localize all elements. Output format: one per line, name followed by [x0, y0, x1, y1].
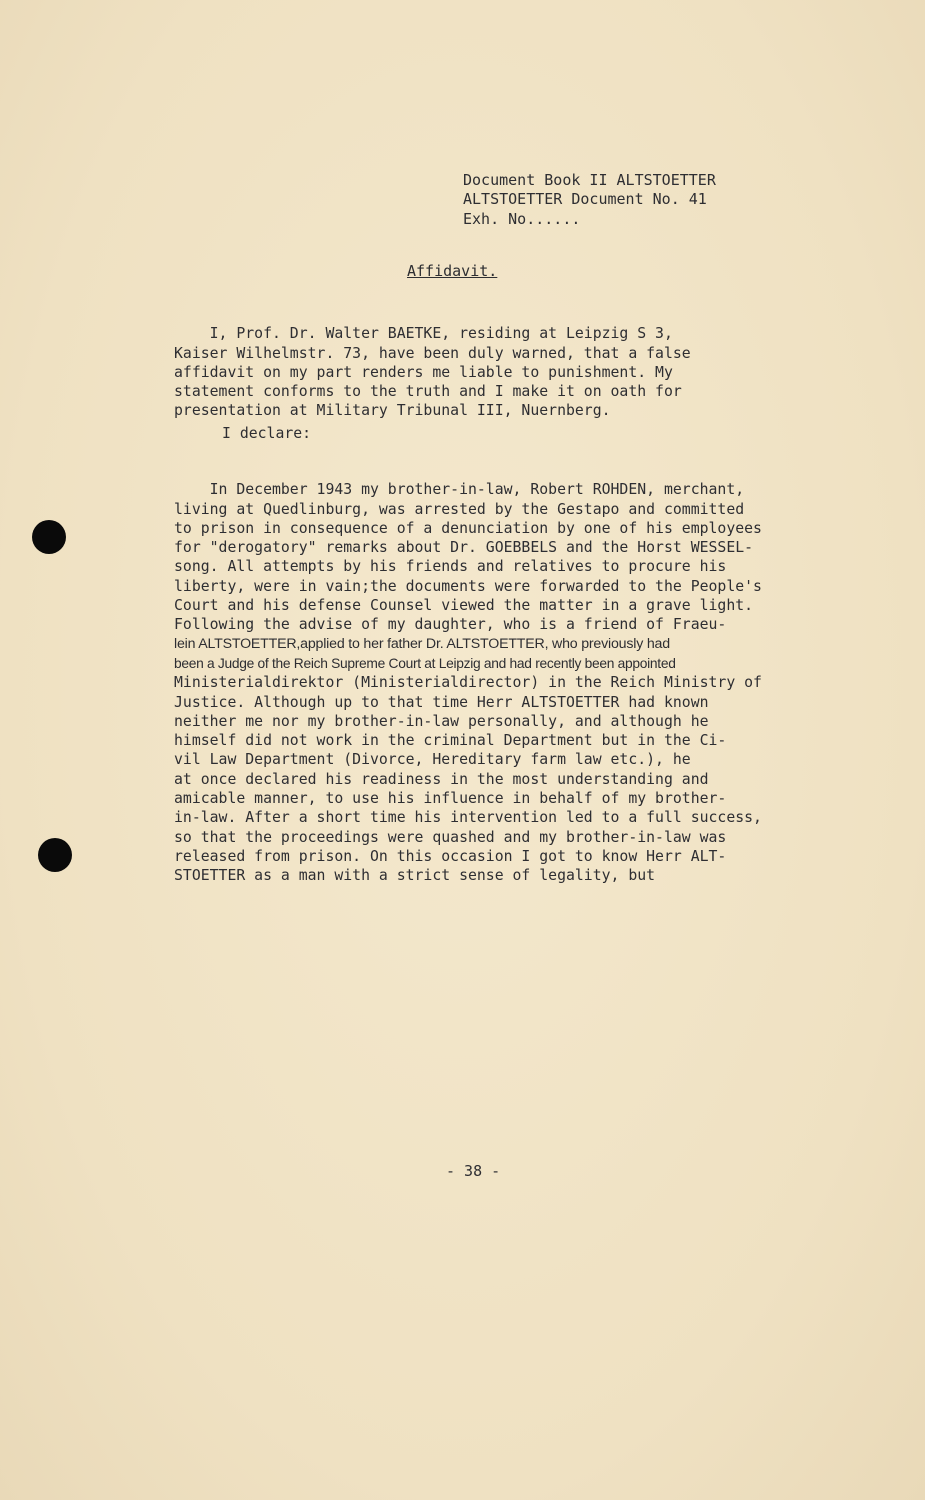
text-line: Ministerialdirektor (Ministerialdirector) in the Reich Ministry of: [174, 674, 762, 692]
text-line: vil Law Department (Divorce, Hereditary farm law etc.), he: [174, 751, 691, 769]
paragraph-statement: [174, 461, 834, 905]
text-line: for "derogatory" remarks about Dr. GOEBBELS and the Horst WESSEL-: [174, 539, 754, 557]
text-line: In December 1943 my brother-in-law, Robert ROHDEN, merchant,: [174, 481, 745, 499]
text-line: Following the advise of my daughter, who is a friend of Fraeu-: [174, 616, 727, 634]
punch-hole-bottom: [38, 838, 72, 872]
text-line: in-law. After a short time his intervention led to a full success,: [174, 809, 762, 827]
text-line: lein ALTSTOETTER,applied to her father Dr. ALTSTOETTER, who previously had: [174, 635, 670, 652]
page-number: - 38 -: [446, 1162, 501, 1180]
document-title: Affidavit.: [407, 262, 498, 280]
text-line: neither me nor my brother-in-law personally, and although he: [174, 712, 709, 730]
text-line: been a Judge of the Reich Supreme Court at Leipzig and had recently been appointed: [174, 655, 676, 671]
text-line: Kaiser Wilhelmstr. 73, have been duly warned, that a false: [174, 344, 691, 362]
text-line: at once declared his readiness in the most understanding and: [174, 770, 709, 788]
text-line: amicable manner, to use his influence in behalf of my brother-: [174, 790, 727, 808]
text-line: so that the proceedings were quashed and my brother-in-law was: [174, 828, 727, 846]
text-line: to prison in consequence of a denunciation by one of his employees: [174, 519, 762, 537]
text-line: presentation at Military Tribunal III, Nuernberg.: [174, 402, 611, 420]
text-line: Justice. Although up to that time Herr ALTSTOETTER had known: [174, 693, 709, 711]
text-line: liberty, were in vain;the documents were forwarded to the People's: [174, 577, 762, 595]
document-header: [463, 170, 716, 228]
text-line: released from prison. On this occasion I got to know Herr ALT-: [174, 847, 727, 865]
text-line: himself did not work in the criminal Department but in the Ci-: [174, 732, 727, 750]
paragraph-oath: [174, 305, 834, 440]
header-line: Document Book II ALTSTOETTER: [463, 171, 716, 189]
text-line: statement conforms to the truth and I make it on oath for: [174, 383, 682, 401]
punch-hole-top: [32, 520, 66, 554]
text-line: affidavit on my part renders me liable to punishment. My: [174, 363, 673, 381]
text-line: I, Prof. Dr. Walter BAETKE, residing at Leipzig S 3,: [174, 325, 673, 343]
text-line: STOETTER as a man with a strict sense of legality, but: [174, 867, 656, 885]
header-line: ALTSTOETTER Document No. 41: [463, 190, 707, 209]
text-line: living at Quedlinburg, was arrested by the Gestapo and committed: [174, 500, 745, 518]
text-line: song. All attempts by his friends and relatives to procure his: [174, 558, 727, 576]
declaration-heading: I declare:: [222, 425, 312, 442]
text-line: Court and his defense Counsel viewed the matter in a grave light.: [174, 597, 754, 615]
header-line: Exh. No......: [463, 209, 581, 228]
